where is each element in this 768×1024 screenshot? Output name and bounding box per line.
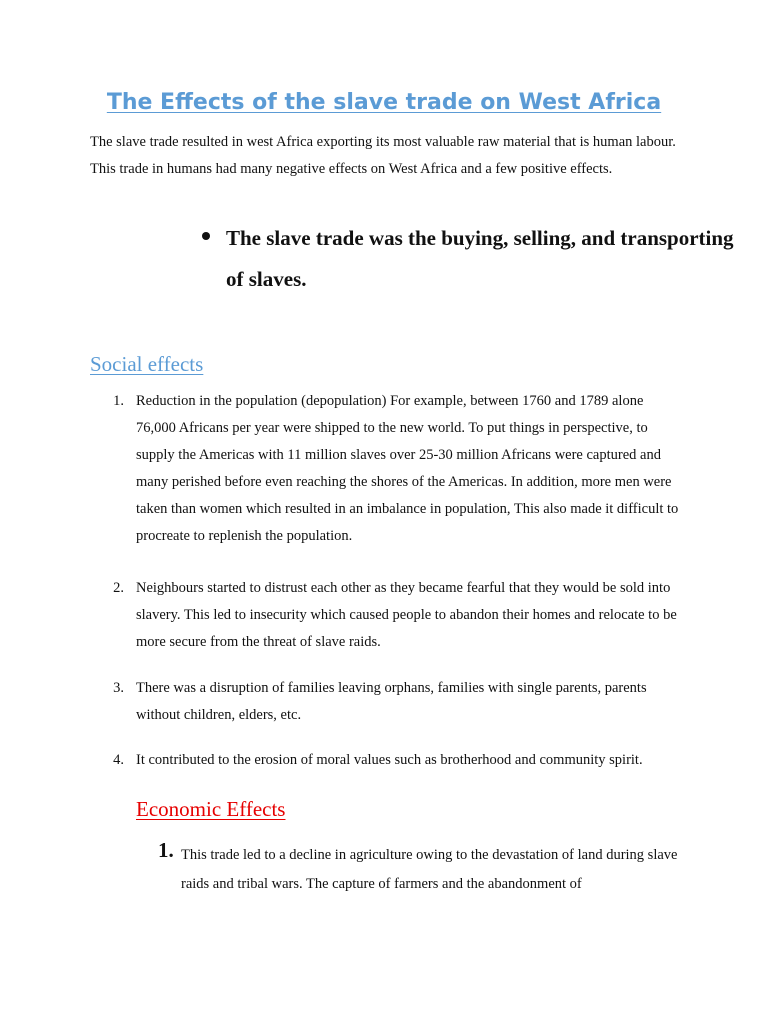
social-effects-heading: Social effects bbox=[90, 352, 204, 376]
bullet-icon bbox=[202, 232, 210, 240]
list-item-number: 3. bbox=[113, 680, 124, 696]
document-title: The Effects of the slave trade on West Africa bbox=[106, 90, 662, 115]
list-item-number: 1. bbox=[158, 838, 174, 862]
list-item: Neighbours started to distrust each other as they became fearful that they would be sold into slavery. This led to insecurity which caused people to abandon their homes and relocate to be more secure from the threat of slave raids. bbox=[136, 580, 677, 650]
list-item: It contributed to the erosion of moral values such as brotherhood and community spirit. bbox=[136, 752, 643, 768]
bullet-definition: The slave trade was the buying, selling, and transporting of slaves. bbox=[226, 226, 734, 291]
list-item: There was a disruption of families leaving orphans, families with single parents, parents without children, elders, etc. bbox=[136, 680, 647, 723]
economic-effects-heading: Economic Effects bbox=[136, 797, 286, 821]
list-item-number: 4. bbox=[113, 752, 124, 768]
list-item-number: 2. bbox=[113, 580, 124, 596]
list-item: Reduction in the population (depopulation) For example, between 1760 and 1789 alone 76,000 Africans per year were shipped to the new world. To put things in perspective, to supply the Americas with 11 million slaves over 25-30 million Africans were captured and many perished before even reaching the shores of the Americas. In addition, more men were taken than women which resulted in an imbalance in population, This also made it difficult to procreate to replenish the population. bbox=[136, 393, 679, 544]
list-item: This trade led to a decline in agriculture owing to the devastation of land during slave raids and tribal wars. The capture of farmers and the abandonment of bbox=[181, 847, 678, 892]
list-item-number: 1. bbox=[113, 393, 124, 409]
intro-paragraph: The slave trade resulted in west Africa exporting its most valuable raw material that is human labour. This trade in humans had many negative effects on West Africa and a few positive effects. bbox=[90, 134, 676, 177]
